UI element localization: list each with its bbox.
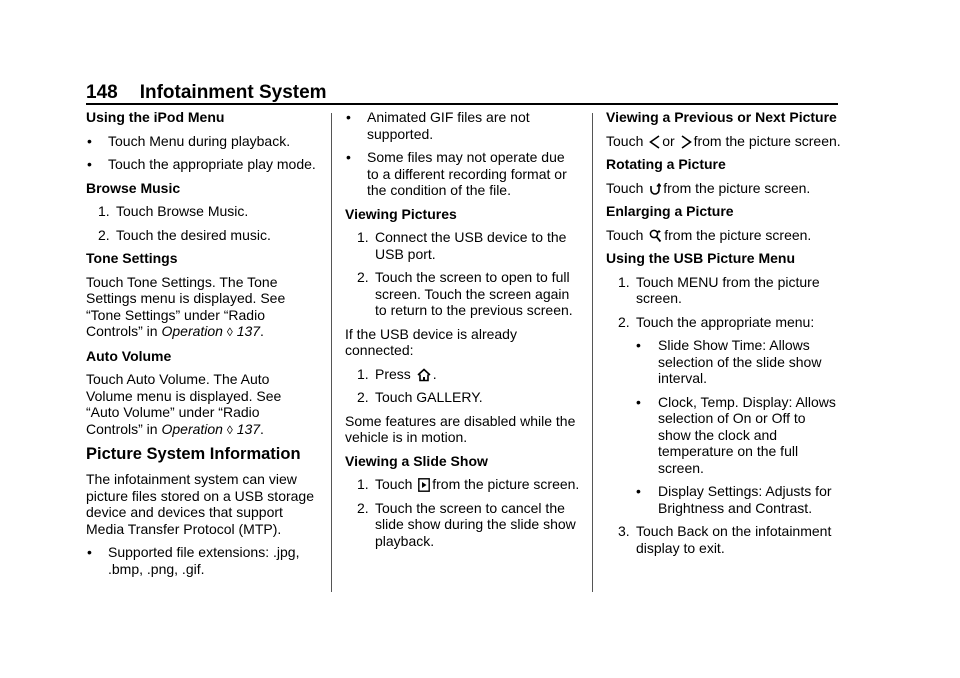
tone-settings-text: Touch Tone Settings. The Tone Settings menu is displayed. See “Tone Settings” under “Radio Controls” in Operation ◊ 137. xyxy=(86,273,286,339)
list-item: 1. Touch from the picture screen. xyxy=(357,476,580,492)
list-item: 1. Touch Browse Music. xyxy=(98,203,249,219)
list-item: 2. Touch the screen to open to full screen. Touch the screen again to return to the previous screen. xyxy=(357,269,573,318)
rotate-icon xyxy=(649,182,661,196)
previous-chevron-icon xyxy=(649,135,660,149)
bullet-marker: • xyxy=(87,156,92,172)
cross-reference-page[interactable]: 137 xyxy=(236,420,261,437)
cross-reference-link[interactable]: Operation xyxy=(161,420,223,437)
bullet-marker: • xyxy=(636,483,641,499)
list-item: 2. Touch GALLERY. xyxy=(357,389,483,405)
usb-menu-heading: Using the USB Picture Menu xyxy=(606,250,796,266)
next-chevron-icon xyxy=(681,135,692,149)
chapter-title: Infotainment System xyxy=(139,82,327,103)
bullet-marker: • xyxy=(636,393,641,410)
auto-volume-heading: Auto Volume xyxy=(86,347,172,364)
list-item: • Display Settings: Adjusts for Brightness and Contrast. xyxy=(636,483,832,516)
bullet-marker: • xyxy=(346,149,351,165)
header-rule xyxy=(86,103,838,105)
column-2 xyxy=(345,109,580,556)
bullet-marker: • xyxy=(346,109,351,125)
slideshow-icon xyxy=(418,478,430,492)
list-item: • Some files may not operate due to a different recording format or the condition of the file. xyxy=(346,149,567,198)
list-item: 1. Connect the USB device to the USB port. xyxy=(357,229,567,262)
list-item: • Slide Show Time: Allows selection of the slide show interval. xyxy=(636,337,822,386)
cross-reference-link[interactable]: Operation xyxy=(161,323,223,339)
bullet-marker: • xyxy=(87,132,92,149)
picture-intro-text: The infotainment system can view picture files stored on a USB storage device and devices that support Media Transfer Protocol (MTP). xyxy=(86,471,315,537)
disabled-features-text: Some features are disabled while the vehicle is in motion. xyxy=(345,412,576,445)
column-1 xyxy=(86,109,318,584)
list-item: 1. Touch MENU from the picture screen. xyxy=(618,273,820,306)
rotating-text: Touch from the picture screen. xyxy=(606,179,811,196)
zoom-icon xyxy=(649,229,662,243)
list-item: 2. Touch the appropriate menu: xyxy=(618,313,815,330)
bullet-marker: • xyxy=(636,337,641,353)
home-icon xyxy=(417,368,431,382)
cross-reference-arrow-icon: ◊ xyxy=(226,422,233,437)
list-item: 1. Press . xyxy=(357,365,437,382)
viewing-pictures-heading: Viewing Pictures xyxy=(345,205,457,222)
cross-reference-arrow-icon: ◊ xyxy=(226,325,233,339)
ipod-menu-heading: Using the iPod Menu xyxy=(86,109,225,125)
list-item: • Supported file extensions: .jpg, .bmp, .png, .gif. xyxy=(87,544,300,577)
already-connected-text: If the USB device is already connected: xyxy=(345,325,517,358)
list-item: 2. Touch the screen to cancel the slide show during the slide show playback. xyxy=(357,499,576,549)
tone-settings-heading: Tone Settings xyxy=(86,250,178,266)
list-item: • Animated GIF files are not supported. xyxy=(346,109,530,142)
cross-reference-page[interactable]: 137 xyxy=(236,323,261,339)
picture-system-heading: Picture System Information xyxy=(86,445,301,463)
page-header-title xyxy=(86,82,838,104)
page-number: 148 xyxy=(86,82,118,103)
previous-next-text: Touch or from the picture screen. xyxy=(606,132,841,149)
enlarging-text: Touch from the picture screen. xyxy=(606,226,812,243)
column-3 xyxy=(606,109,841,563)
list-item: • Clock, Temp. Display: Allows selection of On or Off to show the clock and temperature on the full screen. xyxy=(636,393,836,476)
list-item: • Touch the appropriate play mode. xyxy=(87,156,316,172)
column-divider-1 xyxy=(331,113,332,592)
browse-music-heading: Browse Music xyxy=(86,179,181,196)
previous-next-heading: Viewing a Previous or Next Picture xyxy=(606,109,837,125)
list-item: • Touch Menu during playback. xyxy=(87,132,291,149)
auto-volume-text: Touch Auto Volume. The Auto Volume menu is displayed. See “Auto Volume” under “Radio Controls” in Operation ◊ 137. xyxy=(86,371,282,437)
column-divider-2 xyxy=(592,113,593,592)
enlarging-heading: Enlarging a Picture xyxy=(606,203,734,219)
slide-show-heading: Viewing a Slide Show xyxy=(345,452,488,469)
page-header xyxy=(86,82,838,104)
list-item: 3. Touch Back on the infotainment display to exit. xyxy=(618,523,832,556)
list-item: 2. Touch the desired music. xyxy=(98,226,271,243)
rotating-heading: Rotating a Picture xyxy=(606,156,726,172)
bullet-marker: • xyxy=(87,544,92,560)
